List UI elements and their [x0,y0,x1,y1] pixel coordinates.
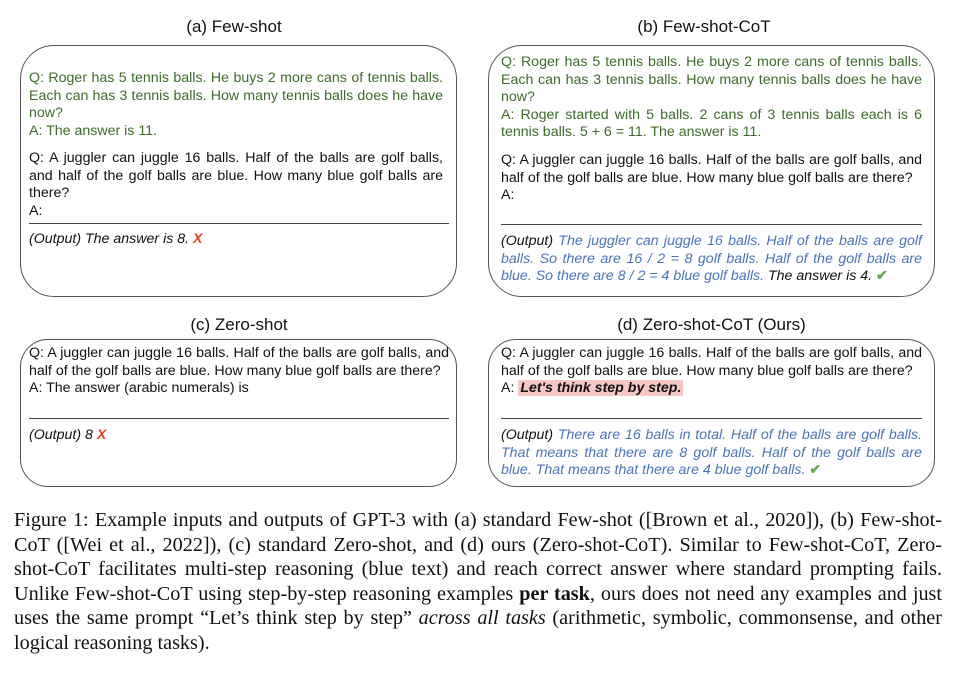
panel-a-output-label: (Output) [29,231,82,247]
panel-a-divider [29,223,449,224]
trigger-prompt-highlight: Let's think step by step. [520,380,682,397]
panel-d-output-reasoning: There are 16 balls in total. Half of the balls are golf balls. That means that there are 8 golf balls. Half of the golf balls are blue. That means that there are 4 blue golf balls. [501,427,922,479]
panel-d-query [501,345,922,398]
panel-c-output-label: (Output) [29,427,82,443]
caption-part-2: , ours does not need any examples and just uses the same prompt “Let’s think step by step” [14,582,943,630]
panel-b-example-answer: A: Roger started with 5 balls. 2 cans of 3 tennis balls each is 6 tennis balls. 5 + 6 = 11. The answer is 11. [501,106,922,141]
panel-c-query [29,345,449,398]
panel-b-example [501,54,922,142]
caption-bold: per task [519,582,590,605]
cross-mark-icon: X [193,231,203,247]
panel-d-question: Q: A juggler can juggle 16 balls. Half of the balls are golf balls, and half of the golf balls are blue. How many blue golf balls are there? [501,345,922,379]
panel-a-answer-prompt: A: [29,202,43,219]
panel-c-divider [29,418,449,419]
panel-d-divider [501,418,922,419]
panel-d-answer [501,380,922,398]
panel-d-output-label: (Output) [501,427,554,443]
panel-a-example-answer: A: The answer is 11. [29,122,158,139]
panel-b-output-label: (Output) [501,233,554,249]
check-mark-icon: ✔ [809,462,822,479]
panel-a-query [29,150,443,220]
panel-b-divider [501,224,922,225]
panel-c-output-text: 8 [85,427,93,443]
panel-b-title: (b) Few-shot-CoT [637,17,771,36]
panel-a-output-text: The answer is 8. [85,231,190,247]
panel-b-example-question: Q: Roger has 5 tennis balls. He buys 2 more cans of tennis balls. Each can has 3 tennis balls. How many tennis balls does he have now? [501,54,922,106]
check-mark-icon: ✔ [876,268,888,285]
panel-b-question: Q: A juggler can juggle 16 balls. Half of the balls are golf balls, and half of the golf balls are blue. How many blue golf balls are there? [501,152,922,186]
panel-a-example-question: Q: Roger has 5 tennis balls. He buys 2 more cans of tennis balls. Each can has 3 tennis balls. How many tennis balls does he have now? [29,70,443,122]
cross-mark-icon: X [96,427,107,443]
panel-b-answer-prompt: A: [501,187,515,204]
panel-c-title: (c) Zero-shot [190,315,288,334]
panel-b-output-reasoning: The juggler can juggle 16 balls. Half of the balls are golf balls. So there are 16 / 2 = 8 golf balls. Half of the golf balls are blue. So there are 8 / 2 = 4 blue golf balls. [501,233,922,285]
panel-c-question: Q: A juggler can juggle 16 balls. Half of the balls are golf balls, and half of the golf balls are blue. How many blue golf balls are there? [29,345,449,379]
panel-b-output [501,233,922,286]
caption-part-1: Figure 1: Example inputs and outputs of GPT-3 with (a) standard Few-shot ([Brown et al., 2020]), (b) Few-shot-CoT ([Wei et al., 2022]), (c) standard Zero-shot, and (d) ours (Zero-shot-CoT). Similar to Few-shot-CoT, Zero-shot-CoT facilitates multi-step reasoning (blue text) and reach correct answer where standard prompting fails. Unlike Few-shot-CoT using step-by-step reasoning examples [14,509,942,605]
panel-d-title: (d) Zero-shot-CoT (Ours) [617,315,806,334]
panel-a-question: Q: A juggler can juggle 16 balls. Half of the balls are golf balls, and half of the golf balls are blue. How many blue golf balls are there? [29,150,443,202]
panel-d-output [501,427,922,480]
panel-a-example [29,70,443,140]
caption-part-3: (arithmetic, symbolic, commonsense, and other logical reasoning tasks). [14,607,942,654]
figure-caption [14,508,942,656]
caption-italic: across all tasks [418,607,546,630]
panel-b-query [501,152,922,205]
panel-b-output-answer: The answer is 4. [768,268,873,285]
panel-a-output [29,231,443,249]
panel-d-answer-prefix: A: [501,380,515,397]
panel-a-title: (a) Few-shot [186,17,282,36]
panel-c-answer-prompt: A: The answer (arabic numerals) is [29,380,249,397]
panel-c-output [29,427,449,445]
